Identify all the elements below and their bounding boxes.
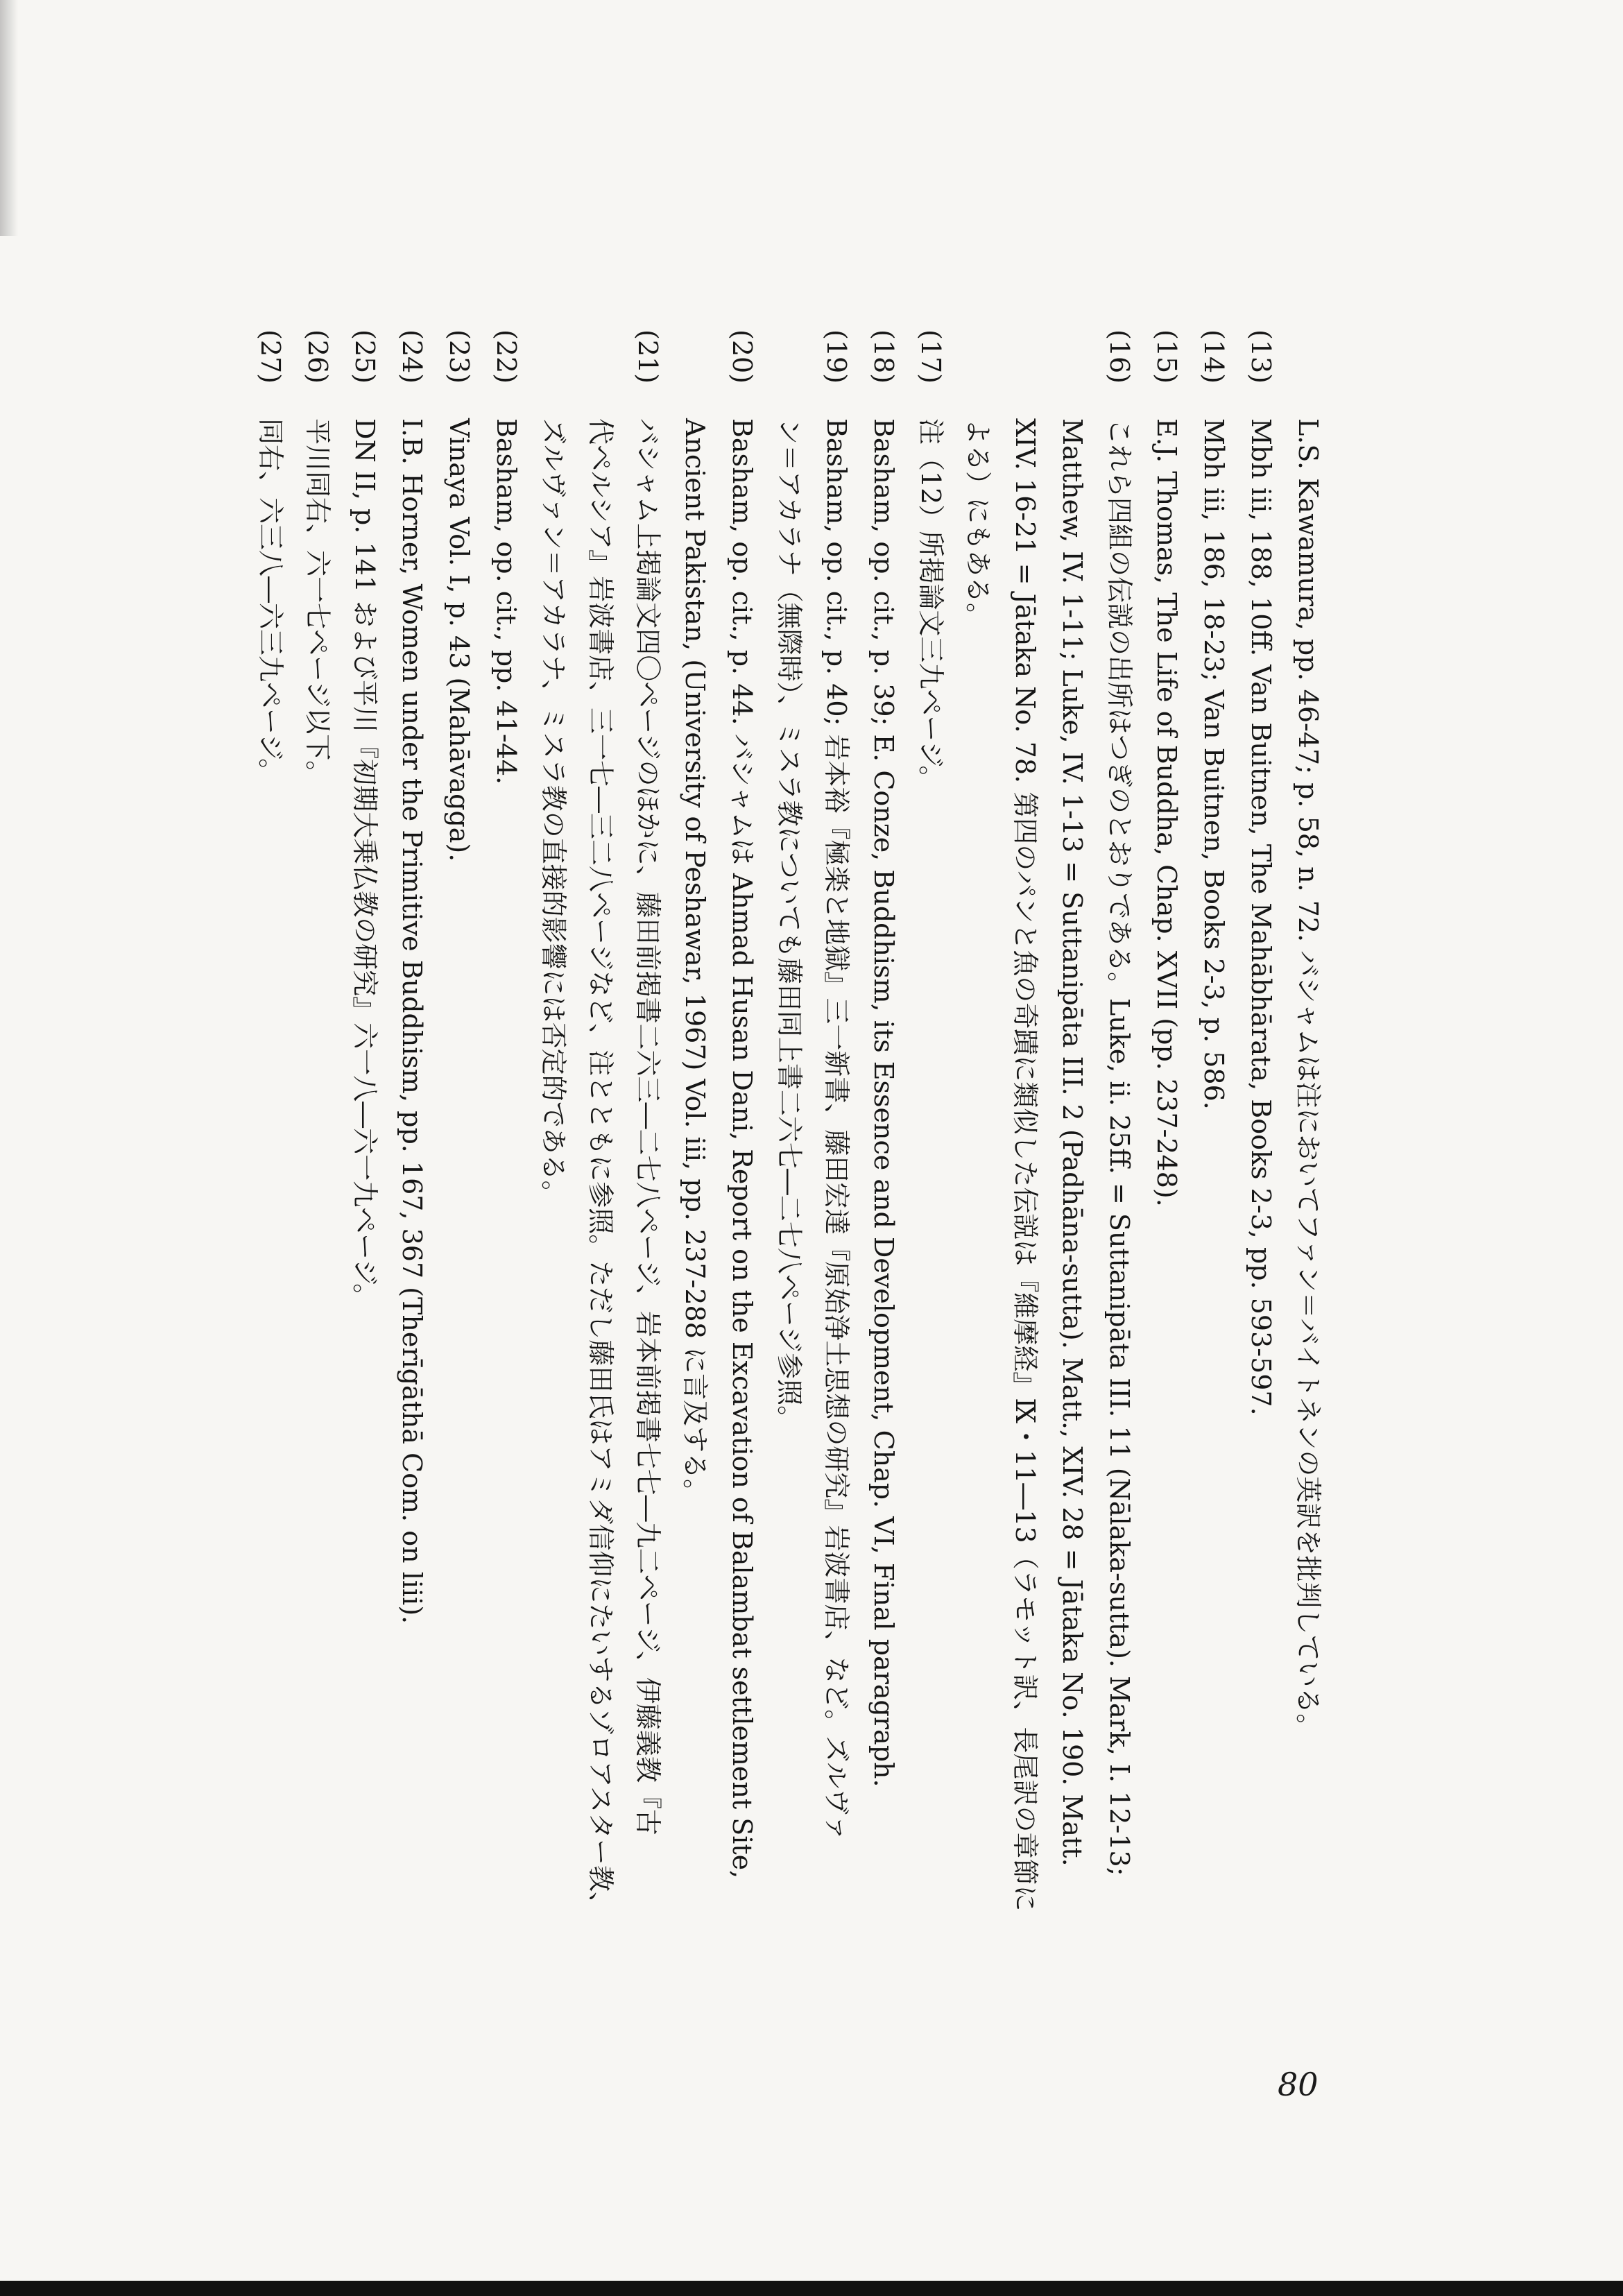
note-number: (27)	[255, 329, 286, 384]
page-number: 80	[1278, 2066, 1319, 2103]
note-text: ン＝アカラナ（無際時）、ミスラ教についても藤田同上書二六七―二七八ページ参照。	[774, 418, 805, 1432]
note-24	[388, 329, 436, 2133]
note-number: (13)	[1246, 329, 1276, 384]
note-text: 注（12）所掲論文三九ページ。	[916, 418, 946, 792]
note-number: (20)	[727, 329, 757, 384]
note-16	[954, 329, 1143, 2133]
note-text: Matthew, IV. 1-11; Luke, IV. 1-13 = Suttanipāta III. 2 (Padhāna-sutta). Matt., XIV. 28 = Jātaka No. 190. Matt.	[1057, 418, 1088, 1867]
note-15	[1143, 329, 1190, 2133]
note-13	[1237, 329, 1285, 2133]
scan-shadow	[0, 0, 18, 236]
note-number: (16)	[1104, 329, 1135, 384]
note-number: (23)	[444, 329, 474, 384]
note-27	[247, 329, 294, 2133]
note-text: バシャム上掲論文四〇ページのほかに、藤田前掲書二六三―二七八ページ、岩本前掲書七七―九二ページ、伊藤義教『古	[633, 418, 663, 1835]
note-text: 平川同右、六一七ページ以下。	[302, 418, 333, 787]
note-text: Mbh iii, 186, 18-23; Van Buitnen, Books 2-3, p. 586.	[1199, 418, 1229, 1110]
note-number: (19)	[821, 329, 852, 384]
note-text: Basham, op. cit., p. 39; E. Conze, Buddhism, its Essence and Development, Chap. VI, Final paragraph.	[868, 418, 899, 1788]
note-17	[907, 329, 954, 2133]
note-text: 同右、六三八―六三九ページ。	[255, 418, 286, 785]
note-number: (21)	[633, 329, 663, 384]
note-text: DN II, p. 141 および平川『初期大乗仏教の研究』六一八―六一九ページ。	[350, 418, 380, 1310]
note-number: (14)	[1199, 329, 1229, 384]
note-14	[1190, 329, 1237, 2133]
note-text: Ancient Pakistan, (University of Peshawar, 1967) Vol. iii, pp. 237-288 に言及する。	[680, 418, 710, 1505]
note-18	[860, 329, 907, 2133]
note-number: (15)	[1151, 329, 1182, 384]
note-number: (17)	[916, 329, 946, 384]
note-23	[436, 329, 483, 2133]
note-number: (25)	[350, 329, 380, 384]
note-number: (22)	[491, 329, 522, 384]
note-text: E.J. Thomas, The Life of Buddha, Chap. XVII (pp. 237-248).	[1151, 418, 1182, 1207]
note-number: (24)	[397, 329, 427, 384]
note-text: Mbh iii, 188, 10ff. Van Buitnen, The Mahābhārata, Books 2-3, pp. 593-597.	[1246, 418, 1276, 1416]
note-20	[671, 329, 766, 2133]
note-number: (18)	[868, 329, 899, 384]
note-text: ズルヴァン＝アカラナ、ミスラ教の直接的影響には否定的である。	[538, 418, 569, 1207]
note-text: 代ペルシア』岩波書店、三一七―三二八ページなど、注とともに参照。ただし藤田氏はアミダ信仰にたいするゾロアスター教、	[585, 418, 616, 1919]
note-number: (26)	[302, 329, 333, 384]
note-text: Basham, op. cit., p. 40; 岩本裕『極楽と地獄』三一新書、藤田宏達『原始浄土思想の研究』岩波書店、など。ズルヴァ	[821, 418, 852, 1842]
endnotes	[194, 316, 1332, 2133]
note-text: XIV. 16-21 = Jātaka No. 78. 第四のパンと魚の奇蹟に類似した伝説は『維摩経』Ⅸ・11―13（ラモット訳、長尾訳の章節に	[1010, 418, 1040, 1912]
note-text: Vinaya Vol. I, p. 43 (Mahāvagga).	[444, 418, 474, 862]
note-text: L.S. Kawamura, pp. 46-47; p. 58, n. 72. バシャムは注においてファン＝バイトネンの英訳を批判している。	[1293, 418, 1323, 1740]
scan-bottom-edge	[0, 2281, 1623, 2296]
note-text: Basham, op. cit., pp. 41-44.	[491, 418, 522, 785]
note-19	[766, 329, 860, 2133]
note-continuation	[1285, 329, 1332, 2133]
note-text: Basham, op. cit., p. 44. バシャムは Ahmad Husan Dani, Report on the Excavation of Balambat settlement Site,	[727, 418, 757, 1879]
note-22	[483, 329, 530, 2133]
note-26	[294, 329, 341, 2133]
note-text: I.B. Horner, Women under the Primitive Buddhism, pp. 167, 367 (Therīgāthā Com. on liii).	[397, 418, 427, 1625]
note-25	[341, 329, 388, 2133]
note-text: これら四組の伝説の出所はつぎのとおりである。Luke, ii. 25ff. = Suttanipāta III. 11 (Nālaka-sutta). Mark, I. 12-13;	[1104, 418, 1135, 1876]
note-text: よる）にもある。	[963, 418, 993, 630]
notes-frame	[194, 316, 1332, 2133]
note-21	[530, 329, 671, 2133]
